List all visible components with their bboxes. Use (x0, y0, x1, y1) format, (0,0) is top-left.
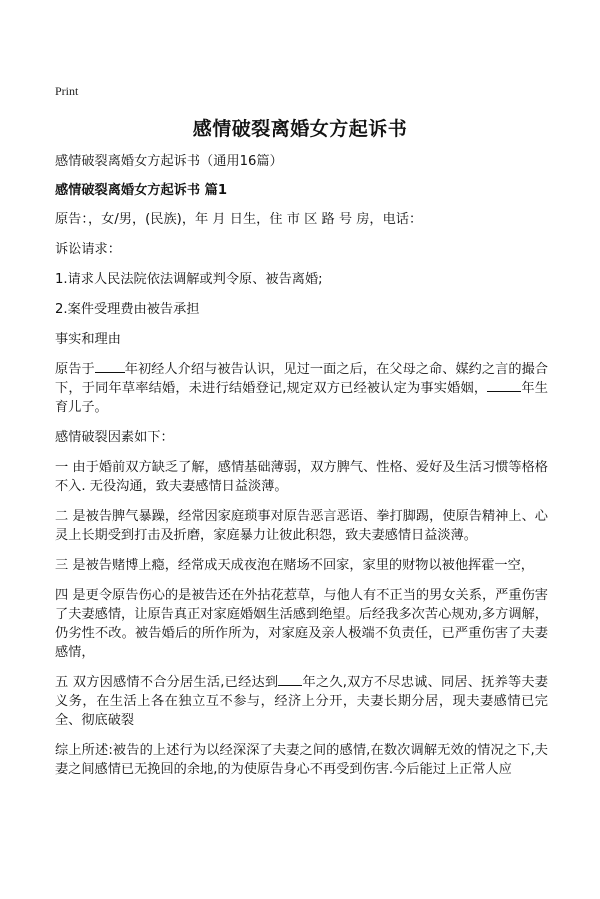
claim-item-2: 2.案件受理费由被告承担 (55, 302, 200, 317)
factor-paragraph-1: 一 由于婚前双方缺乏了解，感情基础薄弱，双方脾气、性格、爱好及生活习惯等格格不入. 无役沟通，致夫妻感情日益淡薄。 (55, 460, 548, 494)
facts-heading: 事实和理由 (55, 332, 121, 347)
fill-blank-year (95, 360, 125, 373)
fill-blank-separation-years (278, 673, 302, 686)
facts-text-start: 原告于 (55, 362, 95, 377)
factor-paragraph-4: 四 是更令原告伤心的是被告还在外拈花惹草，与他人有不正当的男女关系，严重伤害了夫妻感情，让原告真正对家庭婚姻生活感到绝望。后经我多次苦心规劝,多方调解，仍劣性不改。被告婚后的所作所为，对家庭及亲人极端不负责任，已严重伤害了夫妻感情， (55, 588, 548, 660)
document-subtitle: 感情破裂离婚女方起诉书（通用16篇） (55, 154, 283, 169)
facts-text-middle: 年初经人介绍与被告认识，见过一面之后，在父母之命、媒约之言的撮合下，于同年草率结婚，未进行结婚登记,规定双方已经被认定为事实婚姻， (55, 362, 548, 396)
factors-heading: 感情破裂因素如下： (55, 430, 174, 445)
section-heading: 感情破裂离婚女方起诉书 篇1 (55, 183, 228, 198)
facts-text-end: 年生育儿子。 (55, 381, 548, 415)
factor-paragraph-3: 三 是被告赌博上瘾，经常成天成夜泡在赌场不回家，家里的财物以被他挥霍一空， (55, 558, 534, 573)
factor-5-text-start: 五 双方因感情不合分居生活,已经达到 (55, 675, 279, 690)
document-body (55, 152, 548, 790)
print-label: Print (55, 84, 79, 98)
conclusion-paragraph: 综上所述:被告的上述行为以经深深了夫妻之间的感情,在数次调解无效的情况之下,夫妻之间感情已无挽回的余地,的为使原告身心不再受到伤害.今后能过上正常人应 (55, 743, 548, 777)
claims-heading: 诉讼请求： (55, 242, 121, 257)
factor-5-text-end: 年之久,双方不尽忠诚、同居、抚养等夫妻义务，在生活上各在独立互不参与，经济上分开，夫妻长期分居，现夫妻感情已完全、彻底破裂 (55, 675, 548, 728)
document-title: 感情破裂离婚女方起诉书 (192, 118, 408, 140)
factor-paragraph-5 (55, 673, 548, 730)
factor-paragraph-2: 二 是被告脾气暴躁，经常因家庭琐事对原告恶言恶语、拳打脚踢，使原告精神上、心灵上长期受到打击及折磨，家庭暴力让彼此积怨，致夫妻感情日益淡薄。 (55, 509, 548, 543)
plaintiff-info: 原告：，女/男，(民族)，年 月 日生，住 市 区 路 号 房，电话： (55, 212, 423, 227)
claim-item-1: 1.请求人民法院依法调解或判令原、被告离婚; (55, 272, 323, 287)
facts-paragraph (55, 360, 548, 417)
fill-blank-birth-year (487, 379, 521, 392)
